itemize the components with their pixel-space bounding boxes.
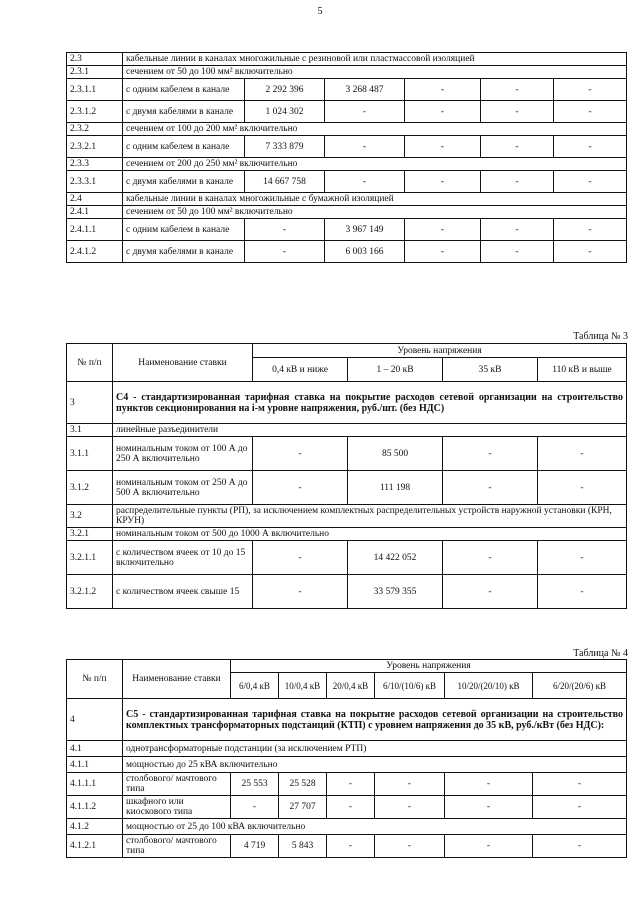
group-label: сечением от 100 до 200 мм² включительно — [123, 123, 627, 136]
value-cell: - — [231, 796, 279, 819]
value-cell: 2 292 396 — [245, 79, 325, 101]
row-number: 3.1 — [67, 424, 113, 437]
value-cell: - — [538, 471, 627, 505]
group-label: сечением от 50 до 100 мм² включительно — [123, 206, 627, 219]
value-cell: 25 528 — [279, 773, 327, 796]
row-number: 4.1.2 — [67, 819, 123, 835]
row-number: 2.3.1.1 — [67, 79, 123, 101]
section-title: С4 - стандартизированная тарифная ставка на покрытие расходов сетевой организации на строительство пунктов секционирования на i-м уровне напряжения, руб./шт. (без НДС) — [113, 382, 627, 424]
row-number: 2.4 — [67, 193, 123, 206]
value-cell: - — [245, 241, 325, 263]
value-cell: - — [481, 171, 554, 193]
table-row — [67, 835, 627, 858]
table-row — [67, 101, 627, 123]
row-name: номинальным током от 250 А до 500 А включительно — [113, 471, 253, 505]
value-cell: 5 843 — [279, 835, 327, 858]
group-row — [67, 123, 627, 136]
group-row — [67, 741, 627, 757]
row-number: 3.2.1.2 — [67, 575, 113, 609]
row-name: с одним кабелем в канале — [123, 79, 245, 101]
table-row — [67, 773, 627, 796]
group-row — [67, 505, 627, 528]
section-num: 4 — [67, 699, 123, 741]
value-cell: - — [538, 575, 627, 609]
row-name: с двумя кабелями в канале — [123, 241, 245, 263]
header-col-1: 6/0,4 кВ — [231, 673, 279, 699]
table-4-caption: Таблица № 4 — [573, 648, 628, 659]
value-cell: - — [325, 171, 405, 193]
value-cell: 25 553 — [231, 773, 279, 796]
value-cell: - — [327, 773, 375, 796]
row-name: с двумя кабелями в канале — [123, 101, 245, 123]
group-row — [67, 53, 627, 66]
group-row — [67, 819, 627, 835]
group-label: кабельные линии в каналах многожильные с бумажной изоляцией — [123, 193, 627, 206]
value-cell: - — [375, 796, 445, 819]
value-cell: - — [538, 541, 627, 575]
row-number: 2.3 — [67, 53, 123, 66]
table-row — [67, 79, 627, 101]
header-num: № п/п — [67, 660, 123, 699]
section-title: С5 - стандартизированная тарифная ставка на покрытие расходов сетевой организации на строительство комплектных трансформаторных подстанций (КТП) с уровнем напряжения до 35 кВ, руб./кВт (без НДС): — [123, 699, 627, 741]
value-cell: - — [554, 241, 627, 263]
header-voltage-level: Уровень напряжения — [231, 660, 627, 673]
page-number: 5 — [317, 6, 323, 17]
row-number: 2.3.3.1 — [67, 171, 123, 193]
value-cell: 14 422 052 — [348, 541, 443, 575]
table-row — [67, 219, 627, 241]
value-cell: - — [445, 796, 533, 819]
table-2-continued — [66, 52, 627, 263]
row-number: 2.3.3 — [67, 158, 123, 171]
value-cell: - — [405, 219, 481, 241]
table-row — [67, 575, 627, 609]
table-row — [67, 437, 627, 471]
row-name: с одним кабелем в канале — [123, 219, 245, 241]
row-number: 4.1.2.1 — [67, 835, 123, 858]
group-label: мощностью до 25 кВА включительно — [123, 757, 627, 773]
value-cell: - — [443, 471, 538, 505]
row-number: 2.4.1.1 — [67, 219, 123, 241]
value-cell: - — [245, 219, 325, 241]
value-cell: - — [253, 575, 348, 609]
row-number: 3.2.1 — [67, 528, 113, 541]
row-number: 4.1.1.1 — [67, 773, 123, 796]
value-cell: - — [445, 835, 533, 858]
value-cell: - — [533, 835, 627, 858]
value-cell: - — [327, 835, 375, 858]
group-row — [67, 158, 627, 171]
value-cell: - — [481, 241, 554, 263]
header-num: № п/п — [67, 344, 113, 382]
row-name: с количеством ячеек свыше 15 — [113, 575, 253, 609]
table-row — [67, 796, 627, 819]
value-cell: - — [554, 136, 627, 158]
value-cell: - — [554, 79, 627, 101]
value-cell: - — [554, 171, 627, 193]
row-number: 4.1.1.2 — [67, 796, 123, 819]
row-name: с количеством ячеек от 10 до 15 включительно — [113, 541, 253, 575]
table-4 — [66, 659, 627, 858]
row-number: 2.3.1.2 — [67, 101, 123, 123]
row-number: 2.3.2.1 — [67, 136, 123, 158]
header-name: Наименование ставки — [113, 344, 253, 382]
row-number: 3.2.1.1 — [67, 541, 113, 575]
row-number: 4.1.1 — [67, 757, 123, 773]
value-cell: - — [375, 835, 445, 858]
header-col-6: 6/20/(20/6) кВ — [533, 673, 627, 699]
value-cell: 33 579 355 — [348, 575, 443, 609]
row-number: 4.1 — [67, 741, 123, 757]
row-number: 3.2 — [67, 505, 113, 528]
value-cell: 1 024 302 — [245, 101, 325, 123]
table-3 — [66, 343, 627, 609]
value-cell: 4 719 — [231, 835, 279, 858]
value-cell: - — [481, 79, 554, 101]
value-cell: 7 333 879 — [245, 136, 325, 158]
value-cell: 111 198 — [348, 471, 443, 505]
header-col-2: 10/0,4 кВ — [279, 673, 327, 699]
header-col-4: 6/10/(10/6) кВ — [375, 673, 445, 699]
value-cell: - — [481, 219, 554, 241]
value-cell: - — [405, 136, 481, 158]
row-name: столбового/ мачтового типа — [123, 835, 231, 858]
header-col-3: 35 кВ — [443, 358, 538, 382]
table-3-caption: Таблица № 3 — [573, 331, 628, 342]
value-cell: 14 667 758 — [245, 171, 325, 193]
value-cell: 3 268 487 — [325, 79, 405, 101]
group-row — [67, 193, 627, 206]
section-num: 3 — [67, 382, 113, 424]
row-number: 3.1.1 — [67, 437, 113, 471]
header-col-4: 110 кВ и выше — [538, 358, 627, 382]
table-row — [67, 171, 627, 193]
group-label: сечением от 200 до 250 мм² включительно — [123, 158, 627, 171]
group-label: распределительные пункты (РП), за исключением комплектных распределительных устройств наружной установки (КРН, КРУН) — [113, 505, 627, 528]
value-cell: - — [481, 136, 554, 158]
value-cell: - — [554, 101, 627, 123]
row-name: номинальным током от 100 А до 250 А включительно — [113, 437, 253, 471]
value-cell: - — [253, 471, 348, 505]
value-cell: - — [405, 171, 481, 193]
header-col-1: 0,4 кВ и ниже — [253, 358, 348, 382]
table-row — [67, 471, 627, 505]
group-label: однотрансформаторные подстанции (за исключением РТП) — [123, 741, 627, 757]
row-name: с двумя кабелями в канале — [123, 171, 245, 193]
group-label: мощностью от 25 до 100 кВА включительно — [123, 819, 627, 835]
row-name: столбового/ мачтового типа — [123, 773, 231, 796]
value-cell: - — [253, 541, 348, 575]
group-row — [67, 424, 627, 437]
value-cell: - — [405, 241, 481, 263]
group-label: сечением от 50 до 100 мм² включительно — [123, 66, 627, 79]
value-cell: - — [325, 101, 405, 123]
header-col-3: 20/0,4 кВ — [327, 673, 375, 699]
table-row — [67, 541, 627, 575]
row-number: 2.3.2 — [67, 123, 123, 136]
row-number: 2.4.1.2 — [67, 241, 123, 263]
value-cell: 27 707 — [279, 796, 327, 819]
value-cell: - — [481, 101, 554, 123]
table-row — [67, 241, 627, 263]
value-cell: - — [325, 136, 405, 158]
group-row — [67, 528, 627, 541]
value-cell: - — [533, 773, 627, 796]
value-cell: 6 003 166 — [325, 241, 405, 263]
value-cell: - — [327, 796, 375, 819]
value-cell: - — [405, 101, 481, 123]
value-cell: - — [533, 796, 627, 819]
value-cell: - — [253, 437, 348, 471]
row-number: 2.4.1 — [67, 206, 123, 219]
header-col-2: 1 – 20 кВ — [348, 358, 443, 382]
value-cell: - — [375, 773, 445, 796]
value-cell: 85 500 — [348, 437, 443, 471]
row-number: 2.3.1 — [67, 66, 123, 79]
value-cell: - — [554, 219, 627, 241]
value-cell: 3 967 149 — [325, 219, 405, 241]
row-number: 3.1.2 — [67, 471, 113, 505]
group-row — [67, 757, 627, 773]
row-name: шкафного или киоскового типа — [123, 796, 231, 819]
row-name: с одним кабелем в канале — [123, 136, 245, 158]
value-cell: - — [443, 575, 538, 609]
value-cell: - — [405, 79, 481, 101]
header-voltage-level: Уровень напряжения — [253, 344, 627, 358]
group-label: линейные разъединители — [113, 424, 627, 437]
header-col-5: 10/20/(20/10) кВ — [445, 673, 533, 699]
group-label: номинальным током от 500 до 1000 А включительно — [113, 528, 627, 541]
value-cell: - — [443, 437, 538, 471]
header-name: Наименование ставки — [123, 660, 231, 699]
value-cell: - — [538, 437, 627, 471]
group-row — [67, 206, 627, 219]
table-row — [67, 136, 627, 158]
group-label: кабельные линии в каналах многожильные с резиновой или пластмассовой изоляцией — [123, 53, 627, 66]
value-cell: - — [445, 773, 533, 796]
group-row — [67, 66, 627, 79]
value-cell: - — [443, 541, 538, 575]
